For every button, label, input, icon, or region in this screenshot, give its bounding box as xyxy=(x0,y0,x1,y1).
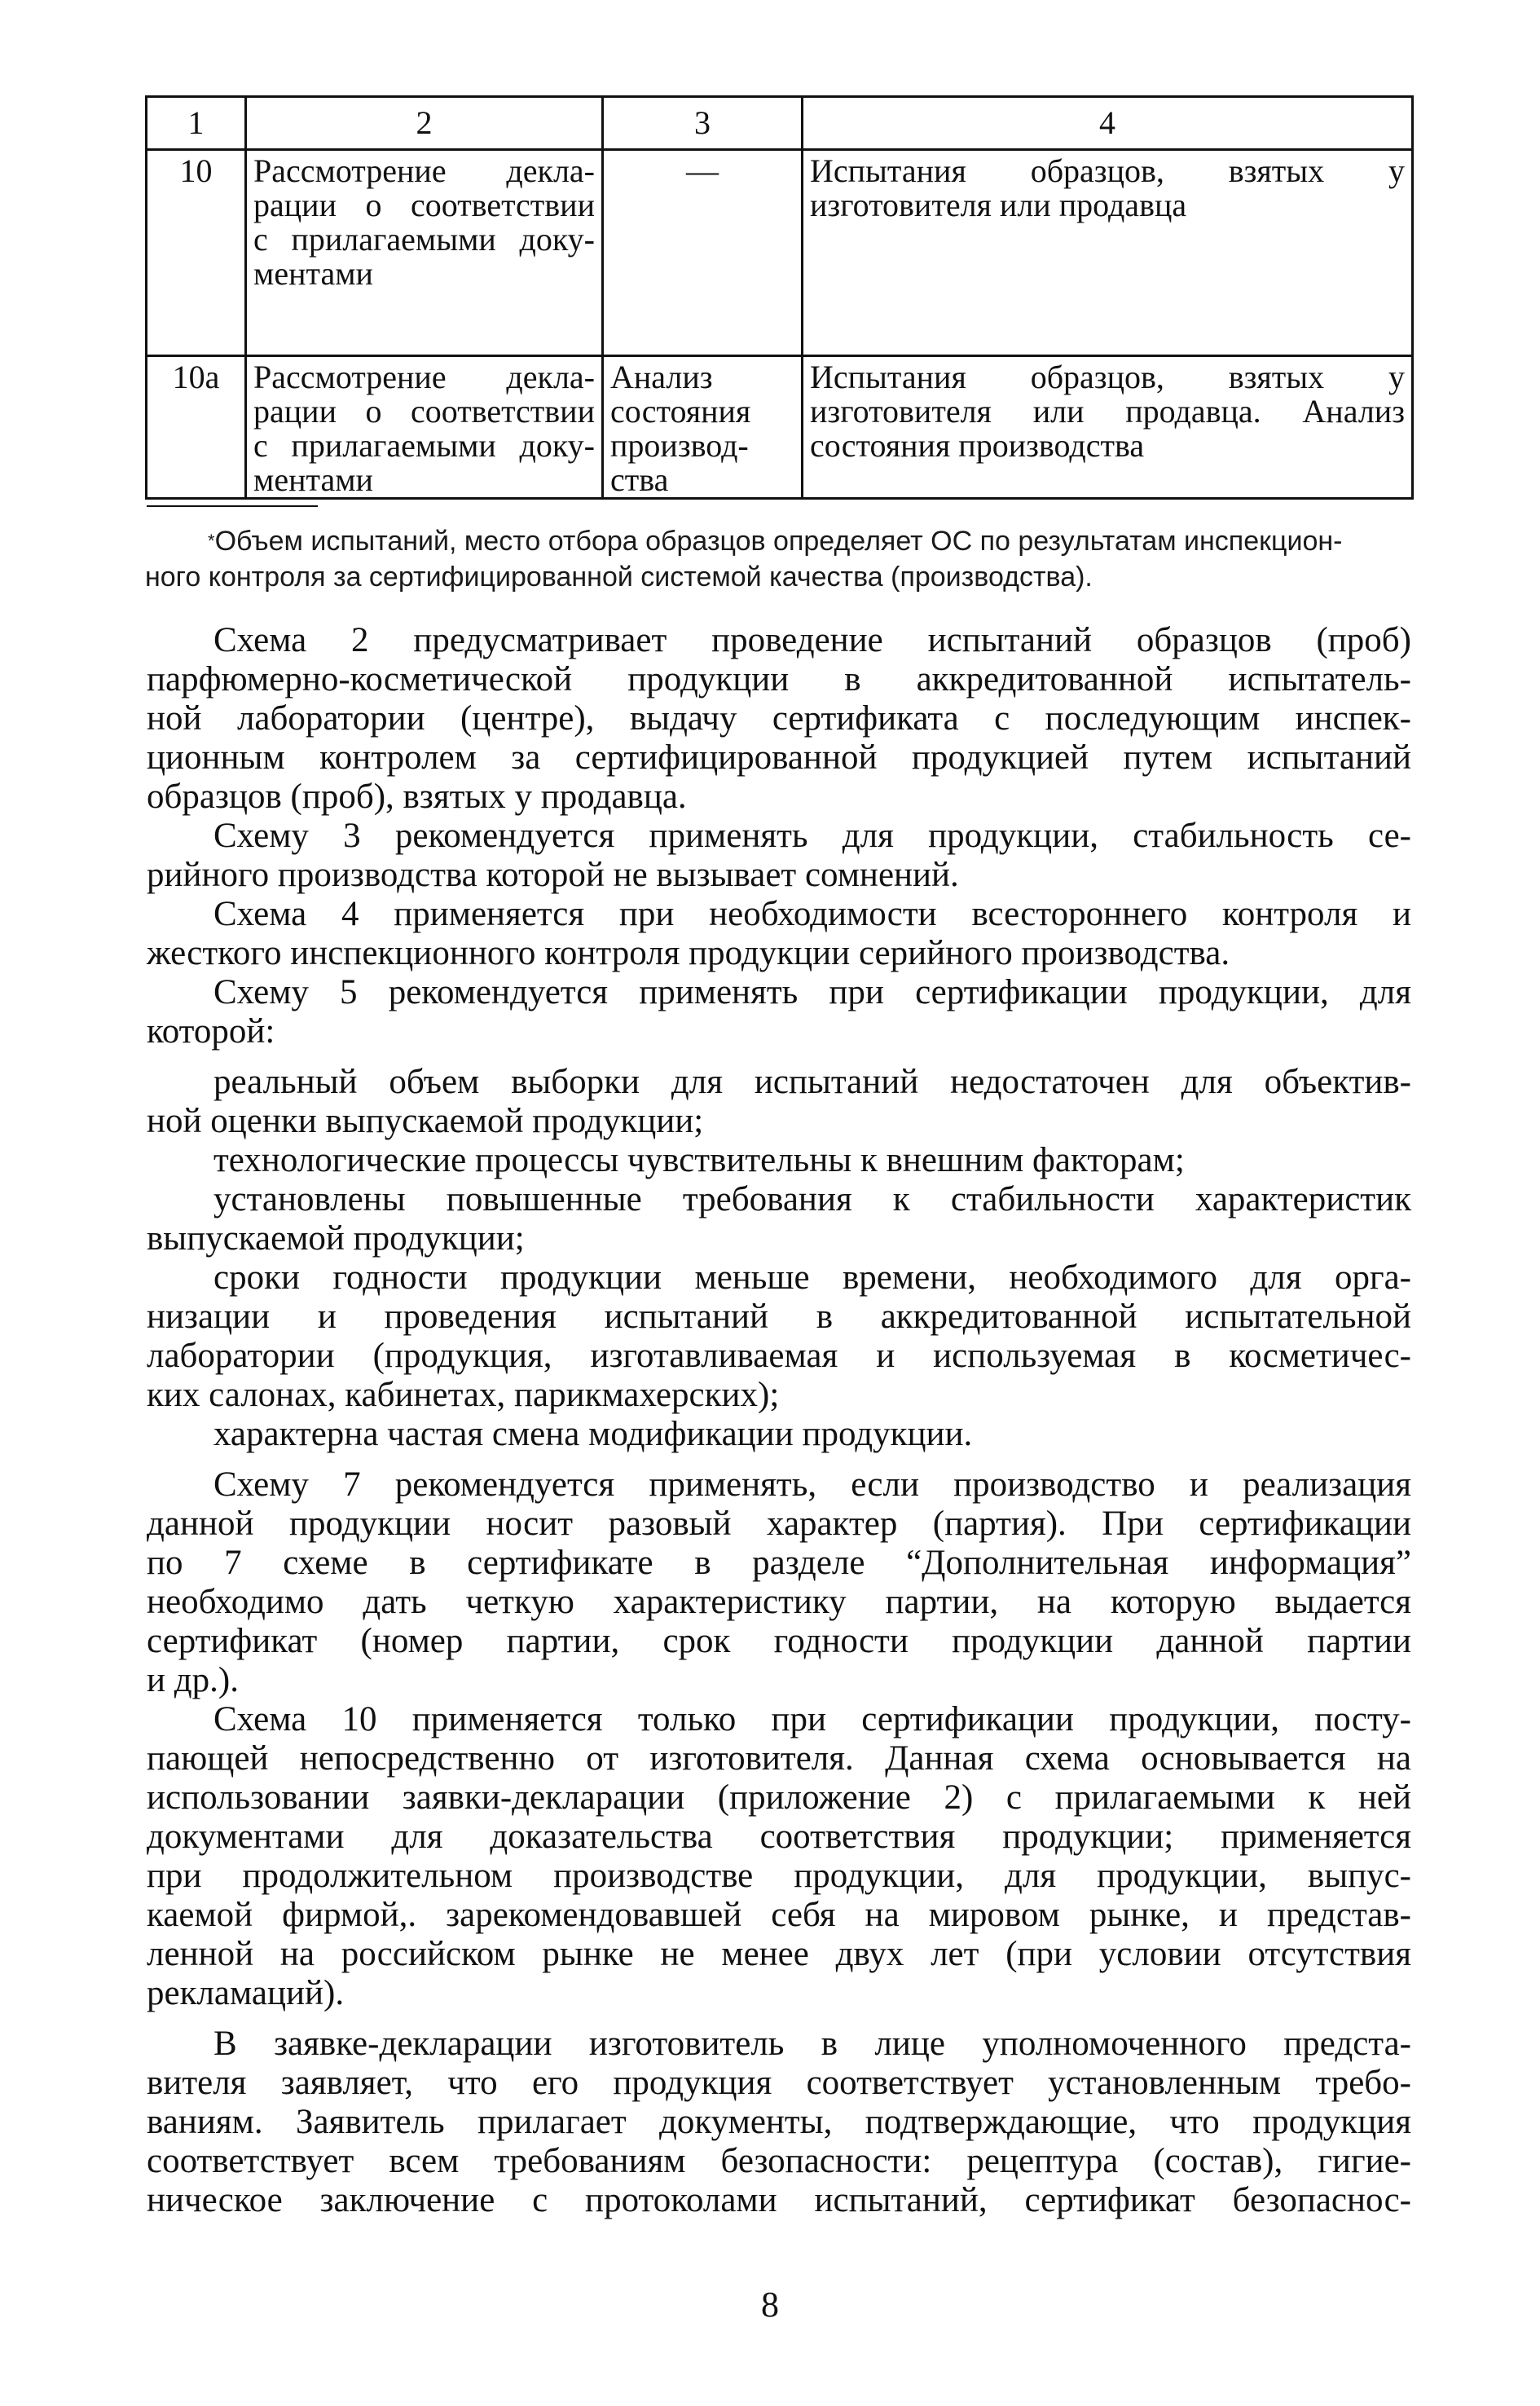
cell-line: Испытания образцов, взятых у xyxy=(810,359,1405,395)
certification-schemes-table xyxy=(145,95,1414,500)
scheme-step-cell xyxy=(246,356,603,499)
paragraph-line: характерна частая смена модификации продукции. xyxy=(213,1415,973,1453)
scheme-step-cell xyxy=(246,150,603,356)
paragraph-line: ких салонах, кабинетах, парикмахерских); xyxy=(147,1376,780,1414)
cell-line: рации о соответствии xyxy=(253,187,595,223)
paragraph-gap xyxy=(147,2013,1411,2025)
paragraph-line: парфюмерно-косметической продукции в аккредитованной испытатель- xyxy=(147,660,1411,698)
table-row xyxy=(147,150,1413,356)
paragraph-line: необходимо дать четкую характеристику партии, на которую выдается xyxy=(147,1583,1411,1621)
paragraph xyxy=(147,895,1411,973)
paragraph-line: при продолжительном производстве продукции, для продукции, выпус- xyxy=(147,1857,1411,1895)
table-header-row xyxy=(147,97,1413,150)
production-analysis-cell xyxy=(603,356,803,499)
paragraph-line: реальный объем выборки для испытаний недостаточен для объектив- xyxy=(213,1063,1411,1101)
paragraph-line: документами для доказательства соответствия продукции; применяется xyxy=(147,1818,1411,1856)
paragraph-line: и др.). xyxy=(147,1661,239,1699)
cell-line: Анализ xyxy=(610,359,713,395)
paragraph-line: сертификат (номер партии, срок годности продукции данной партии xyxy=(147,1622,1411,1660)
paragraph xyxy=(147,621,1411,817)
paragraph-line: жесткого инспекционного контроля продукции серийного производства. xyxy=(147,934,1230,972)
cell-line: изготовителя или продавца. Анализ xyxy=(810,393,1405,430)
paragraph xyxy=(147,1415,1411,1454)
paragraph xyxy=(147,817,1411,895)
paragraph-line: ционным контролем за сертифицированной продукцией путем испытаний xyxy=(147,738,1411,777)
footnote-text: Объем испытаний, место отбора образцов определяет ОС по результатам инспекцион- xyxy=(214,526,1343,557)
paragraph-line: Схему 7 рекомендуется применять, если производство и реализация xyxy=(213,1465,1411,1504)
paragraph-line: сроки годности продукции меньше времени, необходимого для орга- xyxy=(213,1258,1411,1297)
paragraph-line: ленной на российском рынке не менее двух лет (при условии отсутствия xyxy=(147,1935,1411,1973)
paragraph-line: данной продукции носит разовый характер (партия). При сертификации xyxy=(147,1505,1411,1543)
paragraph-line: низации и проведения испытаний в аккредитованной испытательной xyxy=(147,1298,1411,1336)
paragraph xyxy=(147,2025,1411,2220)
paragraph-line: Схема 4 применяется при необходимости всестороннего контроля и xyxy=(213,895,1411,933)
cell-line: рации о соответствии xyxy=(253,393,595,430)
cell-line: состояния производства xyxy=(810,427,1145,464)
paragraph-line: пающей непосредственно от изготовителя. Данная схема основывается на xyxy=(147,1739,1411,1778)
paragraph-line: ной оценки выпускаемой продукции; xyxy=(147,1102,704,1140)
cell-line: ментами xyxy=(253,461,373,498)
cell-line: состояния xyxy=(610,393,751,430)
paragraph xyxy=(147,1180,1411,1258)
paragraph-line: соответствует всем требованиям безопасности: рецептура (состав), гигие- xyxy=(147,2142,1411,2180)
paragraph-line: вителя заявляет, что его продукция соответствует установленным требо- xyxy=(147,2064,1411,2102)
paragraph-gap xyxy=(147,1454,1411,1465)
cell-line: Рассмотрение декла- xyxy=(253,359,595,395)
cell-line: — xyxy=(686,152,719,189)
paragraph-line: лаборатории (продукция, изготавливаемая и используемая в косметичес- xyxy=(147,1337,1411,1375)
paragraph-line: В заявке-декларации изготовитель в лице уполномоченного предста- xyxy=(213,2025,1411,2063)
cell-line: Рассмотрение декла- xyxy=(253,152,595,189)
cell-line: ства xyxy=(610,461,669,498)
footnote xyxy=(145,523,1411,595)
paragraph-line: установлены повышенные требования к стабильности характеристик xyxy=(213,1180,1411,1218)
cell-line: изготовителя или продавца xyxy=(810,187,1187,223)
paragraph xyxy=(147,1141,1411,1180)
paragraph-line: рекламаций). xyxy=(147,1974,345,2012)
paragraph-line: использовании заявки-декларации (приложение 2) с прилагаемыми к ней xyxy=(147,1778,1411,1817)
table-header-cell: 4 xyxy=(803,97,1413,150)
scheme-number: 10 xyxy=(147,150,246,356)
paragraph-line: Схему 5 рекомендуется применять при сертификации продукции, для xyxy=(213,973,1411,1011)
inspection-control-cell xyxy=(803,150,1413,356)
table-header-cell: 3 xyxy=(603,97,803,150)
paragraph-line: ной лаборатории (центре), выдачу сертификата с последующим инспек- xyxy=(147,699,1411,738)
body-text xyxy=(147,621,1411,2220)
paragraph xyxy=(147,973,1411,1051)
paragraph xyxy=(147,1700,1411,2013)
cell-line: с прилагаемыми доку- xyxy=(253,427,595,464)
paragraph-line: выпускаемой продукции; xyxy=(147,1219,525,1258)
paragraph-line: ническое заключение с протоколами испытаний, сертификат безопаснос- xyxy=(147,2181,1411,2219)
paragraph-line: Схему 3 рекомендуется применять для продукции, стабильность се- xyxy=(213,817,1411,855)
production-analysis-cell xyxy=(603,150,803,356)
footnote-mark: * xyxy=(208,531,215,551)
cell-line: с прилагаемыми доку- xyxy=(253,221,595,258)
paragraph-line: технологические процессы чувствительны к внешним факторам; xyxy=(213,1141,1185,1179)
table-header-cell: 2 xyxy=(246,97,603,150)
paragraph xyxy=(147,1258,1411,1415)
page-number: 8 xyxy=(761,2285,779,2324)
inspection-control-cell xyxy=(803,356,1413,499)
paragraph-line: Схема 10 применяется только при сертификации продукции, посту- xyxy=(213,1700,1411,1738)
scheme-number: 10а xyxy=(147,356,246,499)
cell-line: производ- xyxy=(610,427,749,464)
footnote-separator xyxy=(147,505,318,507)
paragraph-line: Схема 2 предусматривает проведение испытаний образцов (проб) xyxy=(213,621,1411,659)
footnote-line: ного контроля за сертифицированной системой качества (производства). xyxy=(145,562,1093,593)
paragraph-gap xyxy=(147,1051,1411,1063)
table-header-cell: 1 xyxy=(147,97,246,150)
cell-line: ментами xyxy=(253,255,373,292)
paragraph-line: которой: xyxy=(147,1012,275,1051)
paragraph-line: рийного производства которой не вызывает сомнений. xyxy=(147,856,959,894)
paragraph-line: каемой фирмой,. зарекомендовавшей себя на мировом рынке, и представ- xyxy=(147,1896,1411,1934)
paragraph-line: по 7 схеме в сертификате в разделе “Дополнительная информация” xyxy=(147,1544,1411,1582)
paragraph xyxy=(147,1063,1411,1141)
footnote-line xyxy=(208,523,1411,559)
paragraph-line: образцов (проб), взятых у продавца. xyxy=(147,778,687,816)
cell-line: Испытания образцов, взятых у xyxy=(810,152,1405,189)
paragraph xyxy=(147,1465,1411,1700)
paragraph-line: ваниям. Заявитель прилагает документы, подтверждающие, что продукция xyxy=(147,2103,1411,2141)
table-row xyxy=(147,356,1413,499)
